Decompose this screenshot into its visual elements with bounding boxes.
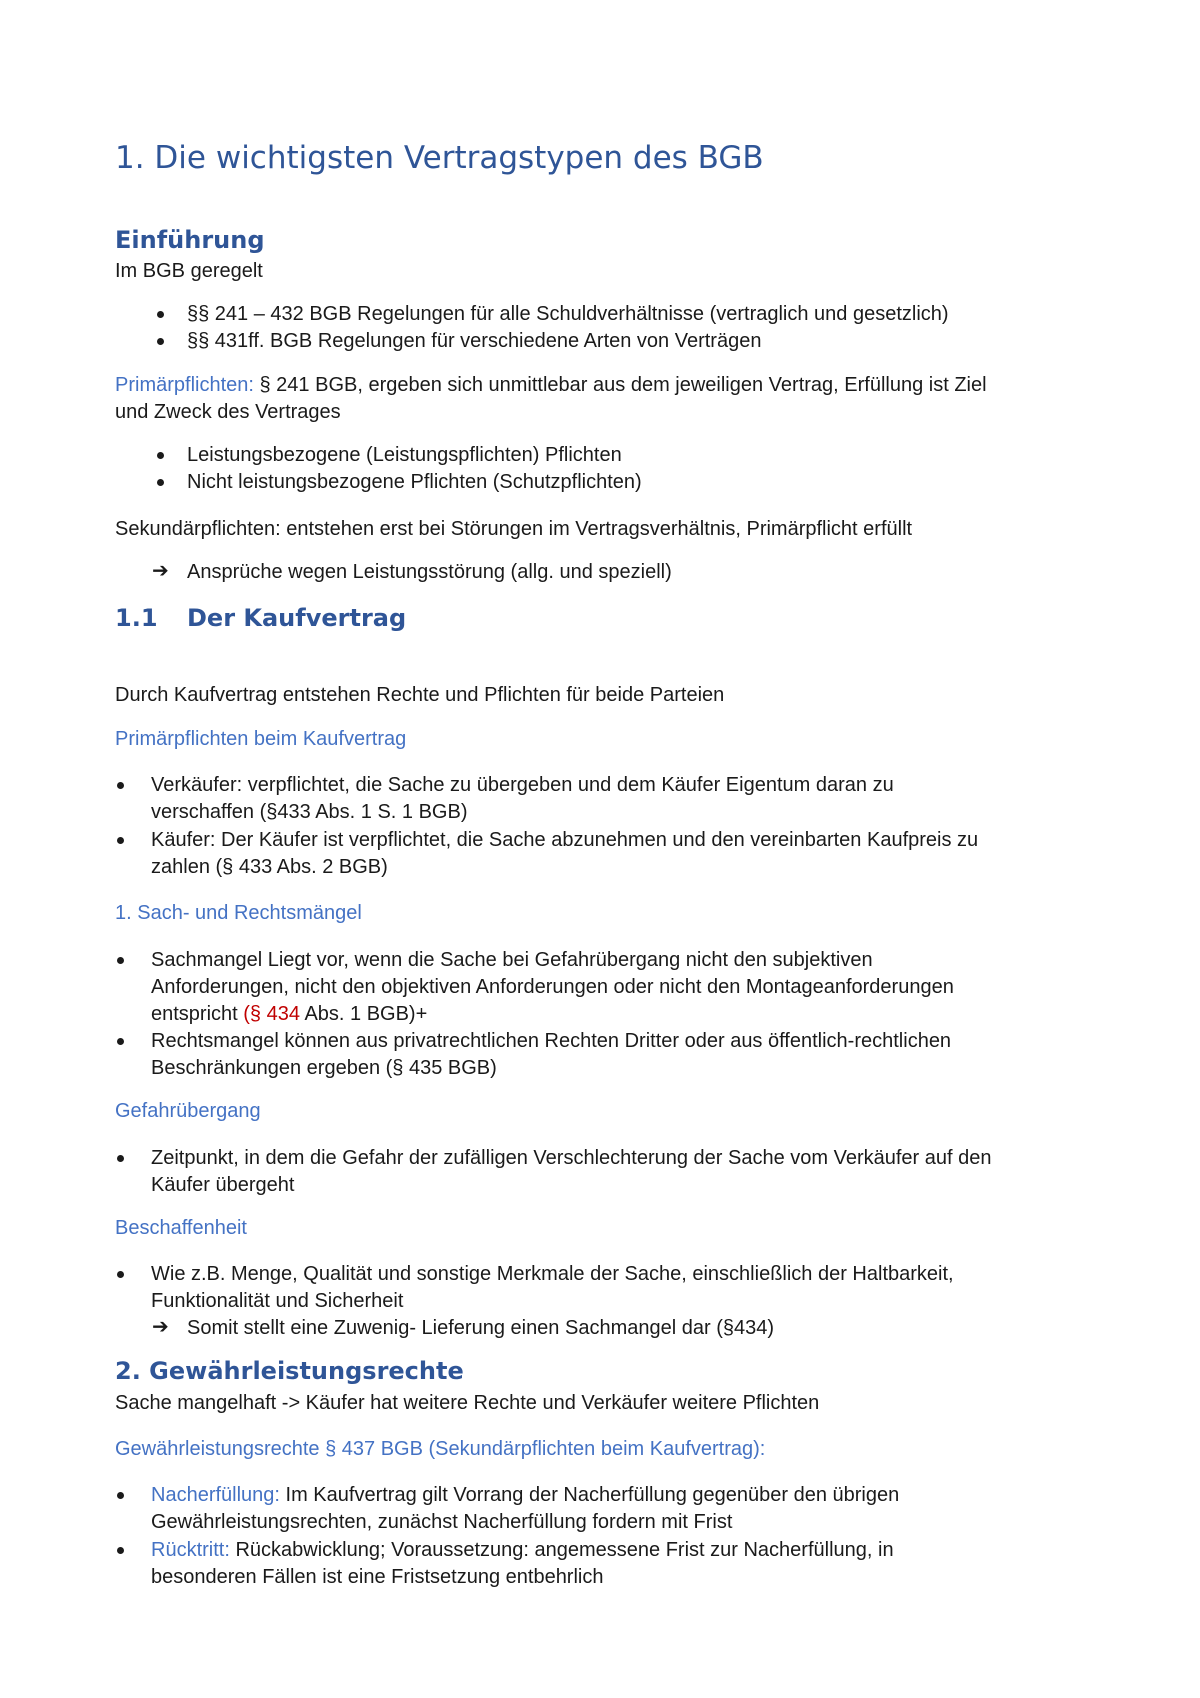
bullet-icon (117, 837, 124, 844)
subheading-beschaffenheit: Beschaffenheit (115, 1217, 247, 1239)
list-item: Wie z.B. Menge, Qualität und sonstige Merkmale der Sache, einschließlich der Haltbarkeit, (151, 1263, 954, 1285)
list-item: Leistungsbezogene (Leistungspflichten) Pflichten (187, 444, 622, 466)
arrow-right-icon: ➔ (152, 1314, 169, 1338)
secondary-duties: Sekundärpflichten: entstehen erst bei Störungen im Vertragsverhältnis, Primärpflicht erfüllt (115, 518, 913, 540)
bullet-icon (117, 1271, 124, 1278)
list-item-cont: Anforderungen, nicht den objektiven Anforderungen oder nicht den Montageanforderungen (151, 976, 954, 998)
list-item: Verkäufer: verpflichtet, die Sache zu übergeben und dem Käufer Eigentum daran zu (151, 774, 894, 796)
list-item (151, 1537, 894, 1564)
list-item: Nicht leistungsbezogene Pflichten (Schutzpflichten) (187, 471, 642, 493)
list-item-cont: Funktionalität und Sicherheit (151, 1290, 404, 1312)
bullet-icon (117, 1038, 124, 1045)
term-label: Nacherfüllung: (151, 1484, 280, 1506)
list-item: Sachmangel Liegt vor, wenn die Sache bei Gefahrübergang nicht den subjektiven (151, 949, 873, 971)
page-title: 1. Die wichtigsten Vertragstypen des BGB (115, 140, 764, 176)
bullet-icon (117, 782, 124, 789)
text-span: Rückabwicklung; Voraussetzung: angemessene Frist zur Nacherfüllung, in (229, 1539, 894, 1561)
bullet-icon (157, 452, 164, 459)
text-span: Abs. 1 BGB)+ (299, 1003, 428, 1025)
primary-duties-text: § 241 BGB, ergeben sich unmittlebar aus dem jeweiligen Vertrag, Erfüllung ist Ziel (253, 374, 987, 396)
list-item-cont (151, 1001, 427, 1028)
list-item-cont: zahlen (§ 433 Abs. 2 BGB) (151, 856, 388, 878)
arrow-item: Ansprüche wegen Leistungsstörung (allg. und speziell) (187, 561, 672, 583)
list-item-cont: Gewährleistungsrechten, zunächst Nacherfüllung fordern mit Frist (151, 1511, 733, 1533)
section-heading-kaufvertrag: Der Kaufvertrag (187, 604, 407, 632)
list-item: Rechtsmangel können aus privatrechtlichen Rechten Dritter oder aus öffentlich-rechtlichen (151, 1030, 952, 1052)
text-span: entspricht (151, 1003, 244, 1025)
primary-duties-label: Primärpflichten: (115, 374, 254, 396)
list-item (151, 1482, 899, 1509)
section-heading-einfuehrung: Einführung (115, 226, 265, 254)
list-item-cont: verschaffen (§433 Abs. 1 S. 1 BGB) (151, 801, 468, 823)
primary-duties-line-2: und Zweck des Vertrages (115, 401, 341, 423)
list-item: Käufer: Der Käufer ist verpflichtet, die Sache abzunehmen und den vereinbarten Kaufpreis zu (151, 829, 979, 851)
list-item-cont: Käufer übergeht (151, 1174, 295, 1196)
bullet-icon (117, 957, 124, 964)
list-item: §§ 241 – 432 BGB Regelungen für alle Schuldverhältnisse (vertraglich und gesetzlich) (187, 303, 949, 325)
gewaehr-lead: Sache mangelhaft -> Käufer hat weitere Rechte und Verkäufer weitere Pflichten (115, 1392, 820, 1414)
arrow-right-icon: ➔ (152, 558, 169, 582)
bullet-icon (117, 1547, 124, 1554)
bullet-icon (157, 311, 164, 318)
bullet-icon (157, 479, 164, 486)
intro-lead: Im BGB geregelt (115, 260, 263, 282)
bullet-icon (117, 1155, 124, 1162)
arrow-item: Somit stellt eine Zuwenig- Lieferung einen Sachmangel dar (§434) (187, 1317, 775, 1339)
list-item-cont: Beschränkungen ergeben (§ 435 BGB) (151, 1057, 497, 1079)
subheading-gewaehrleistungsrechte-437: Gewährleistungsrechte § 437 BGB (Sekundärpflichten beim Kaufvertrag): (115, 1438, 766, 1460)
highlighted-reference: (§ 434 (243, 1003, 300, 1025)
bullet-icon (117, 1492, 124, 1499)
subheading-primary-duties: Primärpflichten beim Kaufvertrag (115, 728, 407, 750)
section-number-1-1: 1.1 (115, 604, 158, 632)
bullet-icon (157, 338, 164, 345)
subheading-sach-rechtsmaengel: 1. Sach- und Rechtsmängel (115, 902, 362, 924)
text-span: Im Kaufvertrag gilt Vorrang der Nacherfüllung gegenüber den übrigen (279, 1484, 900, 1506)
section-heading-gewaehrleistungsrechte: 2. Gewährleistungsrechte (115, 1357, 464, 1385)
list-item: §§ 431ff. BGB Regelungen für verschiedene Arten von Verträgen (187, 330, 762, 352)
list-item-cont: besonderen Fällen ist eine Fristsetzung entbehrlich (151, 1566, 604, 1588)
primary-duties-line (115, 372, 987, 399)
kauf-lead: Durch Kaufvertrag entstehen Rechte und Pflichten für beide Parteien (115, 684, 725, 706)
list-item: Zeitpunkt, in dem die Gefahr der zufälligen Verschlechterung der Sache vom Verkäufer auf den (151, 1147, 992, 1169)
subheading-gefahruebergang: Gefahrübergang (115, 1100, 261, 1122)
term-label: Rücktritt: (151, 1539, 230, 1561)
